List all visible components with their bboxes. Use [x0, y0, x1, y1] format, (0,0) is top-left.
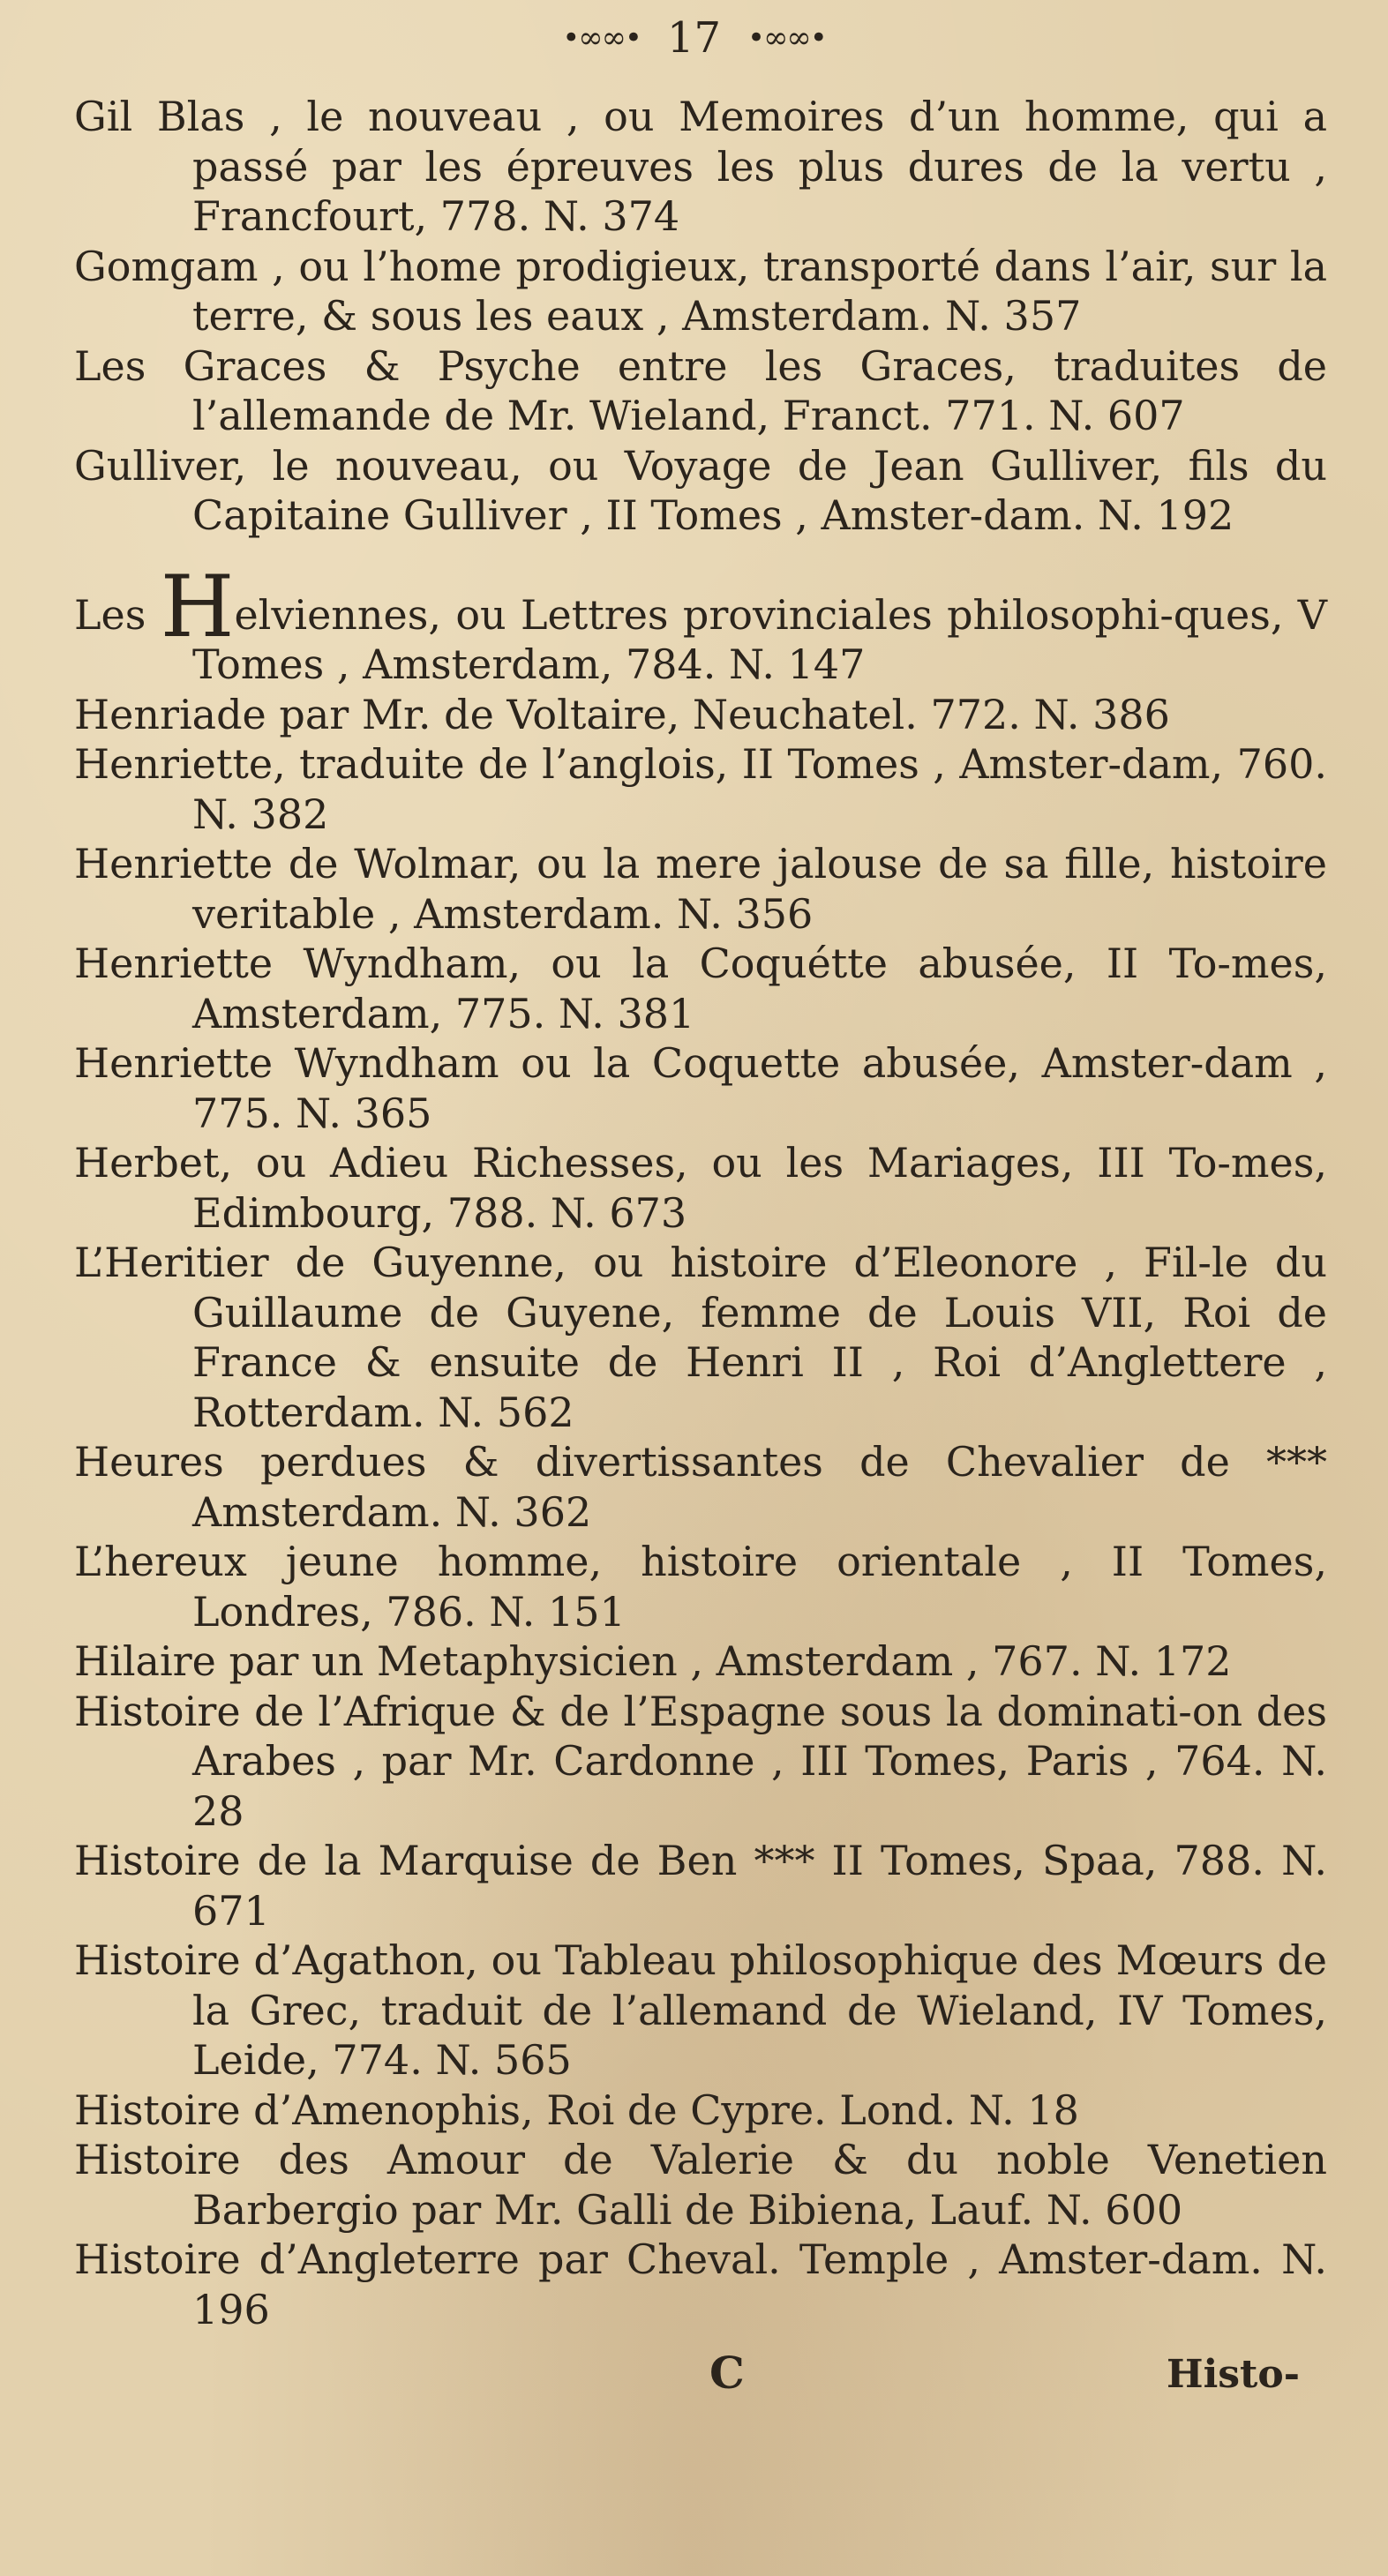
page-header [0, 7, 1388, 69]
catalogue-entry: Heures perdues & divertissantes de Chevalier de *** Amsterdam. N. 362 [74, 1438, 1327, 1536]
entry-prefix: Les [74, 590, 161, 639]
catalogue-entry: Les Graces & Psyche entre les Graces, traduites de l’allemande de Mr. Wieland, Franct. 771. N. 607 [74, 341, 1327, 439]
catalogue-entry: Histoire de la Marquise de Ben *** II Tomes, Spaa, 788. N. 671 [74, 1837, 1327, 1935]
catalogue-entry: Henriade par Mr. de Voltaire, Neuchatel. 772. N. 386 [74, 690, 1170, 738]
catalogue-entry: Hilaire par un Metaphysicien , Amsterdam , 767. N. 172 [74, 1637, 1232, 1685]
catalogue-entry-section-h [74, 557, 1327, 690]
signature-mark: C [709, 2347, 745, 2399]
catalogue-entry: L’hereux jeune homme, histoire orientale , II Tomes, Londres, 786. N. 151 [74, 1538, 1327, 1636]
catalogue-entry: Histoire des Amour de Valerie & du noble Venetien Barbergio par Mr. Galli de Bibiena, Lauf. N. 600 [74, 2136, 1327, 2234]
page-number: 17 [666, 13, 722, 63]
catalogue-entry: Gulliver, le nouveau, ou Voyage de Jean Gulliver, fils du Capitaine Gulliver , II Tomes , Amster-dam. N. 192 [74, 441, 1327, 539]
catalogue-entry: Henriette Wyndham, ou la Coquétte abusée, II To-mes, Amsterdam, 775. N. 381 [74, 940, 1327, 1037]
catalogue-entries [74, 92, 1327, 2334]
catalogue-entry: Gil Blas , le nouveau , ou Memoires d’un homme, qui a passé par les épreuves les plus dures de la vertu , Francfourt, 778. N. 374 [74, 93, 1327, 240]
catalogue-entry: Gomgam , ou l’home prodigieux, transporté dans l’air, sur la terre, & sous les eaux , Amsterdam. N. 357 [74, 242, 1327, 340]
catalogue-entry: Herbet, ou Adieu Richesses, ou les Mariages, III To-mes, Edimbourg, 788. N. 673 [74, 1139, 1327, 1237]
header-ornament-right: •∞∞• [747, 20, 826, 56]
section-initial-letter: H [160, 557, 235, 656]
catalogue-entry: Henriette de Wolmar, ou la mere jalouse de sa fille, histoire veritable , Amsterdam. N. 356 [74, 840, 1327, 938]
page-footer [0, 2347, 1388, 2408]
catchword: Histo- [1167, 2352, 1300, 2397]
catalogue-entry: Henriette Wyndham ou la Coquette abusée, Amster-dam , 775. N. 365 [74, 1039, 1327, 1137]
entry-rest: elviennes, ou Lettres provinciales philosophi-ques, V Tomes , Amsterdam, 784. N. 147 [192, 590, 1327, 688]
catalogue-entry: Histoire d’Amenophis, Roi de Cypre. Lond. N. 18 [74, 2086, 1079, 2134]
catalogue-entry: Histoire d’Agathon, ou Tableau philosophique des Mœurs de la Grec, traduit de l’allemand de Wieland, IV Tomes, Leide, 774. N. 565 [74, 1936, 1327, 2084]
catalogue-entry: Histoire d’Angleterre par Cheval. Temple , Amster-dam. N. 196 [74, 2235, 1327, 2333]
catalogue-entry: L’Heritier de Guyenne, ou histoire d’Eleonore , Fil-le du Guillaume de Guyene, femme de Louis VII, Roi de France & ensuite de Henri II , Roi d’Anglettere , Rotterdam. N. 562 [74, 1239, 1327, 1436]
catalogue-entry: Histoire de l’Afrique & de l’Espagne sous la dominati-on des Arabes , par Mr. Cardonne , III Tomes, Paris , 764. N. 28 [74, 1687, 1327, 1835]
catalogue-entry: Henriette, traduite de l’anglois, II Tomes , Amster-dam, 760. N. 382 [74, 740, 1327, 838]
header-ornament-left: •∞∞• [562, 20, 641, 56]
